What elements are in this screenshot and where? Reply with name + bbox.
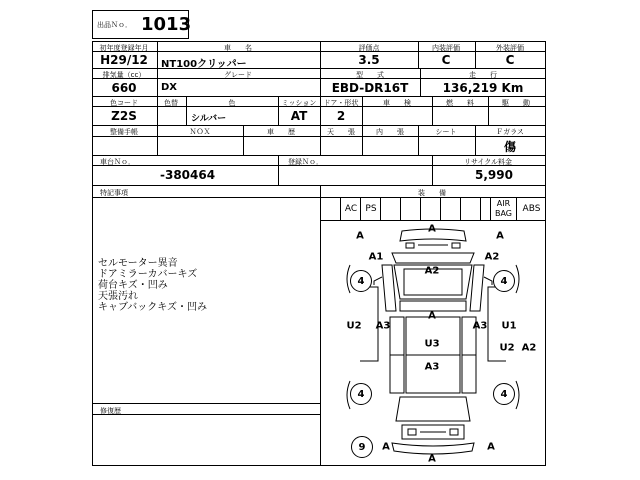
label-color-count: 色替 (164, 99, 178, 107)
value-transmission: AT (290, 109, 308, 123)
value-mileage: 136,219 Km (442, 81, 524, 95)
wheel-front-left: 4 (350, 270, 372, 292)
label-color: 色 (228, 99, 236, 107)
lot-number-box (92, 10, 192, 39)
value-score: 3.5 (358, 53, 380, 67)
label-reg-no: 登録Ｎｏ． (288, 158, 323, 166)
label-displacement: 排気量（cc） (102, 71, 146, 79)
label-grade: グレード (224, 71, 252, 79)
label-interior: 内装評価 (432, 44, 460, 52)
note-item: セルモーター異音 (98, 258, 178, 269)
label-model: 型 式 (356, 71, 384, 79)
note-item: 荷台キズ・凹み (98, 280, 168, 291)
lot-number: 1013 (141, 14, 192, 35)
equipment-blank-1 (380, 198, 401, 220)
damage-rear-right: A (487, 441, 495, 453)
label-notes: 特記事項 (100, 189, 128, 197)
damage-bed: U3 (424, 338, 440, 350)
label-history: 車 歴 (267, 128, 295, 136)
value-chassis-no: -380464 (160, 168, 216, 182)
equipment-ps: PS (360, 198, 381, 220)
wheel-rear-right: 4 (493, 383, 515, 405)
damage-left-side: A3 (375, 320, 391, 332)
note-item: キャブバックキズ・凹み (98, 302, 207, 313)
label-car-name: 車 名 (224, 44, 252, 52)
damage-roof: A2 (424, 265, 440, 277)
label-first-reg: 初年度登録年月 (99, 44, 149, 52)
damage-front-bumper-center: A (428, 223, 436, 235)
damage-bed-rear: A3 (424, 361, 440, 373)
label-nox: ＮＯＸ (189, 128, 211, 136)
value-model: EBD-DR16T (331, 81, 409, 95)
equipment-blank-4 (440, 198, 461, 220)
damage-left-front: A1 (368, 251, 384, 263)
label-recycle: リサイクル料金 (463, 158, 513, 166)
label-exterior: 外装評価 (496, 44, 524, 52)
damage-cab-back: A (428, 310, 436, 322)
equipment-blank-3 (420, 198, 441, 220)
label-glass: Ｆガラス (496, 128, 524, 136)
value-exterior: C (505, 53, 515, 67)
damage-right-bed-outer: A2 (521, 342, 537, 354)
lot-number-label: 出品Ｎｏ． (97, 21, 132, 29)
damage-right-door: U1 (501, 320, 517, 332)
damage-rear-left-circle: 9 (351, 436, 373, 458)
damage-front-right-corner: A (496, 230, 504, 242)
value-recycle: 5,990 (475, 168, 513, 182)
label-drive: 駆 動 (502, 99, 530, 107)
label-roof: 天 張 (327, 128, 355, 136)
label-maintenance: 整備手帳 (110, 128, 138, 136)
value-displacement: 660 (111, 81, 137, 95)
label-mileage: 走 行 (469, 71, 497, 79)
equipment-blank-2 (400, 198, 421, 220)
label-repair: 修復歴 (100, 407, 121, 415)
equipment-airbag: AIR BAG (490, 198, 516, 220)
equipment-abs: ABS (516, 198, 546, 220)
label-chassis-no: 車台Ｎｏ． (100, 158, 135, 166)
note-item: 天張汚れ (98, 291, 138, 302)
label-transmission: ミッション (281, 99, 317, 107)
label-inner: 内 張 (376, 128, 404, 136)
damage-rear-bumper: A (428, 453, 436, 465)
equipment-blank-5 (460, 198, 481, 220)
label-color-code: 色コード (110, 99, 138, 107)
wheel-rear-left: 4 (350, 383, 372, 405)
value-car-name: NT100クリッパー (161, 59, 247, 70)
value-color-code: Z2S (111, 109, 137, 123)
damage-right-side: A3 (472, 320, 488, 332)
label-fuel: 燃 料 (446, 99, 474, 107)
equipment-ac: AC (340, 198, 361, 220)
value-first-reg: H29/12 (100, 53, 148, 67)
damage-right-front: A2 (484, 251, 500, 263)
label-score: 評価点 (358, 44, 380, 52)
value-grade: DX (161, 82, 178, 93)
value-doors: 2 (336, 109, 346, 123)
label-equipment: 装 備 (418, 189, 446, 197)
wheel-front-right: 4 (493, 270, 515, 292)
damage-front-left-corner: A (356, 230, 364, 242)
damage-rear-left: A (382, 441, 390, 453)
label-inspection: 車 検 (383, 99, 411, 107)
note-item: ドアミラーカバーキズ (98, 269, 198, 280)
damage-left-door: U2 (346, 320, 362, 332)
value-glass: 傷 (503, 140, 517, 154)
value-color: シルバー (191, 114, 227, 124)
damage-right-bed-side: U2 (499, 342, 515, 354)
value-interior: C (441, 53, 451, 67)
label-doors: ドア・形状 (323, 99, 359, 107)
label-seat: シート (435, 128, 457, 136)
